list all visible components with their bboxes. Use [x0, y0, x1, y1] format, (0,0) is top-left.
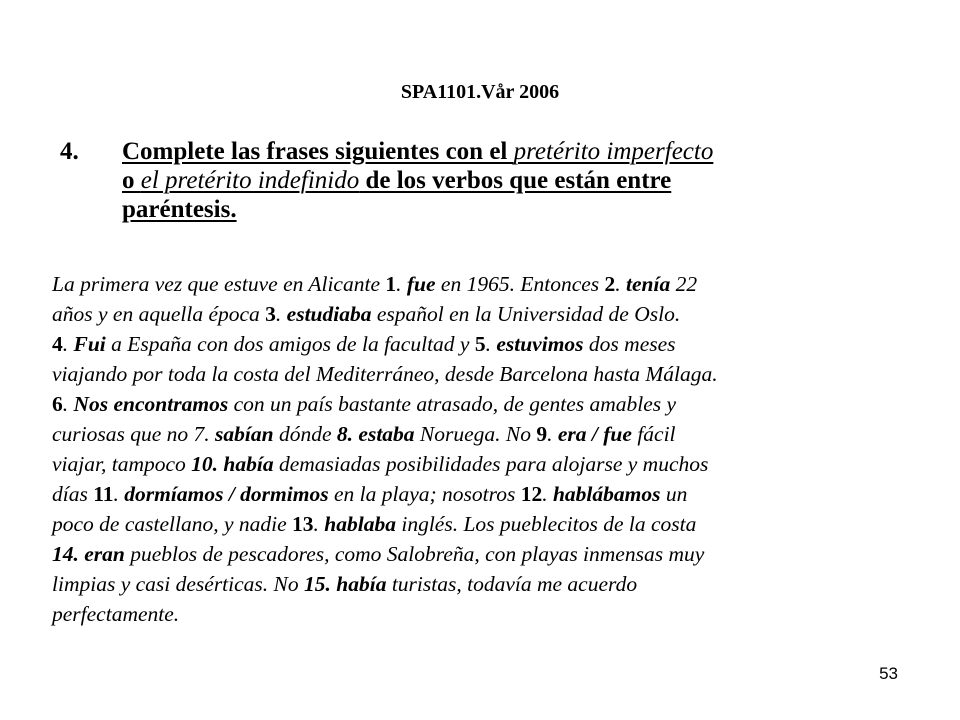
text-run: . [485, 332, 497, 356]
emphasized-run: dormíamos / dormimos [124, 482, 329, 506]
text-run: en 1965. Entonces [435, 272, 605, 296]
emphasized-run: 14. eran [52, 542, 125, 566]
text-run: inglés. Los pueblecitos de la costa [395, 512, 697, 536]
passage-line [52, 389, 932, 419]
passage-line [52, 449, 932, 479]
emphasized-run: 3 [265, 302, 276, 326]
passage-line [52, 509, 932, 539]
text-run: o [122, 167, 141, 194]
passage-line [52, 359, 932, 389]
text-run: en la playa; nosotros [328, 482, 521, 506]
text-run: años y en aquella época [52, 302, 266, 326]
text-run: . [615, 272, 627, 296]
text-run: viajar, tampoco [52, 452, 192, 476]
passage-line [52, 329, 932, 359]
emphasized-run: hablábamos [552, 482, 661, 506]
emphasized-run: Nos encontramos [73, 392, 229, 416]
emphasized-run: hablaba [324, 512, 396, 536]
emphasized-run: 5 [474, 332, 486, 356]
text-run: viajando por toda la costa del Mediterráneo, desde Barcelona hasta Málaga. [52, 362, 718, 386]
text-run: paréntesis. [122, 196, 237, 223]
exercise-line [122, 138, 713, 165]
text-run: de los verbos que están entre [359, 167, 672, 194]
exercise-instruction [60, 137, 900, 224]
text-run: pueblos de pescadores, como Salobreña, con playas inmensas muy [124, 542, 705, 566]
text-run: 22 [670, 272, 698, 296]
text-run: demasiadas posibilidades para alojarse y muchos [273, 452, 709, 476]
emphasized-run: 4 [52, 332, 63, 356]
text-run: . [547, 422, 558, 446]
passage-line [52, 539, 932, 569]
text-run: . [313, 512, 325, 536]
emphasized-run: Fui [73, 332, 106, 356]
text-run: . [62, 332, 74, 356]
passage-line [52, 599, 932, 629]
passage-text [52, 269, 932, 629]
text-run: . [62, 392, 74, 416]
text-run: Complete las frases siguientes con el [122, 138, 514, 165]
emphasized-run: era / fue [557, 422, 632, 446]
text-run: limpias y casi desérticas. No [52, 572, 305, 596]
emphasized-run: 1 [385, 272, 397, 296]
emphasized-run: 15. había [304, 572, 387, 596]
text-run: fácil [631, 422, 676, 446]
text-run: dónde [273, 422, 337, 446]
text-run: con un país bastante atrasado, de gentes amables y [228, 392, 677, 416]
emphasized-run: tenía [626, 272, 671, 296]
text-run: . [275, 302, 287, 326]
emphasized-run: pretérito imperfecto [513, 138, 714, 165]
emphasized-run: 8. estaba [336, 422, 415, 446]
emphasized-run: sabían [215, 422, 274, 446]
text-run: días [52, 482, 94, 506]
text-run: un [660, 482, 688, 506]
emphasized-run: estudiaba [286, 302, 372, 326]
text-run: curiosas que no 7. [52, 422, 216, 446]
text-run: . [542, 482, 553, 506]
emphasized-run: 9 [536, 422, 548, 446]
text-run: poco de castellano, y nadie [52, 512, 293, 536]
text-run: La primera vez que estuve en Alicante [52, 272, 386, 296]
text-run: . [396, 272, 407, 296]
course-title: SPA1101.Vår 2006 [400, 81, 560, 103]
page-number: 53 [879, 664, 898, 683]
passage-line [52, 569, 932, 599]
emphasized-run: estuvimos [496, 332, 584, 356]
emphasized-run: 2 [604, 272, 616, 296]
text-run: español en la Universidad de Oslo. [371, 302, 681, 326]
text-run: Noruega. No [414, 422, 537, 446]
exercise-text [122, 137, 900, 224]
emphasized-run: el pretérito indefinido [140, 167, 360, 194]
exercise-line [122, 196, 237, 223]
text-run: perfectamente. [52, 602, 180, 626]
emphasized-run: 6 [52, 392, 63, 416]
emphasized-run: 10. había [191, 452, 274, 476]
emphasized-run: 13 [292, 512, 314, 536]
passage-line [52, 419, 932, 449]
passage-line [52, 299, 932, 329]
emphasized-run: 11 [93, 482, 114, 506]
emphasized-run: 12 [520, 482, 543, 506]
text-run: . [113, 482, 125, 506]
exercise-number: 4. [60, 138, 79, 165]
passage-line [52, 479, 932, 509]
exercise-line [122, 167, 671, 194]
text-run: a España con dos amigos de la facultad y [105, 332, 475, 356]
text-run: dos meses [583, 332, 676, 356]
emphasized-run: fue [406, 272, 436, 296]
text-run: turistas, todavía me acuerdo [386, 572, 638, 596]
passage-line [52, 269, 932, 299]
